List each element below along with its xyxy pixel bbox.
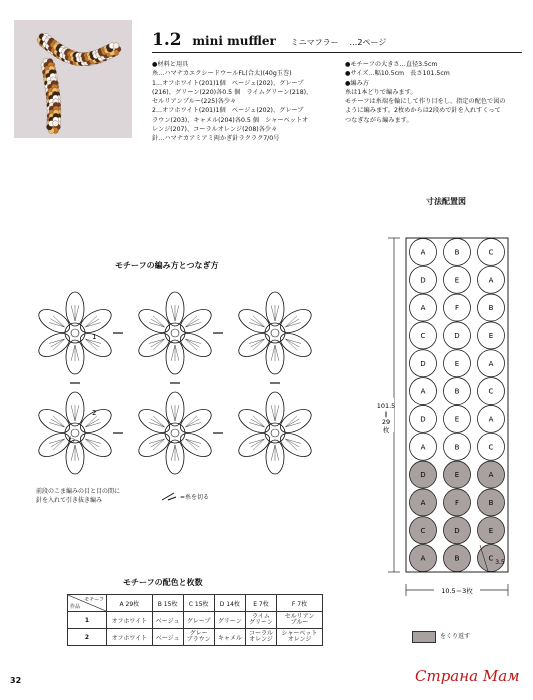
table-cell: キャメル bbox=[214, 629, 245, 646]
title-jp: ミニマフラー bbox=[290, 38, 339, 47]
motif-diagram bbox=[30, 285, 320, 485]
table-row bbox=[68, 595, 323, 612]
layout-motif-letter: D bbox=[454, 526, 460, 535]
table-row bbox=[68, 612, 323, 629]
specs-line: モチーフは糸端を輪にして作り目をし、指定の配色で図の bbox=[345, 98, 506, 106]
layout-motif-letter: A bbox=[420, 304, 426, 313]
table-cell: ベージュ bbox=[152, 612, 183, 629]
table-row-label: 1 bbox=[68, 612, 107, 629]
layout-motif-letter: F bbox=[454, 498, 460, 507]
materials-line: 針…ハマナカアミアミ両かぎ針ラクラク7/0号 bbox=[152, 135, 280, 143]
layout-motif-letter: A bbox=[488, 415, 494, 424]
layout-motif-letter: A bbox=[420, 443, 426, 452]
layout-motif-letter: D bbox=[454, 331, 460, 340]
layout-motif-letter: C bbox=[488, 554, 494, 563]
crochet-motif bbox=[35, 292, 115, 374]
crochet-motif bbox=[235, 392, 315, 474]
table-row-label: 2 bbox=[68, 629, 107, 646]
title-rule bbox=[152, 52, 522, 53]
motif-label-1: 1 bbox=[92, 333, 97, 341]
materials-line: 2…オフホワイト(201)1個 ベージュ(202)、グレーブ bbox=[152, 107, 304, 115]
table-header-cell: D 14枚 bbox=[214, 595, 245, 612]
table-cell: セルリアン ブルー bbox=[276, 612, 322, 629]
layout-motif-letter: B bbox=[454, 443, 460, 452]
layout-motif-letter: F bbox=[454, 304, 460, 313]
layout-motif-letter: A bbox=[420, 498, 426, 507]
layout-motif-letter: E bbox=[454, 471, 460, 480]
layout-motif-letter: C bbox=[488, 443, 494, 452]
height-value: 101.5 bbox=[376, 402, 396, 410]
layout-motif-letter: D bbox=[420, 276, 426, 285]
repeat-legend-swatch bbox=[412, 631, 436, 643]
table-header-cell: C 15枚 bbox=[183, 595, 214, 612]
layout-motif-letter: C bbox=[420, 331, 426, 340]
layout-motif-letter: C bbox=[488, 248, 494, 257]
table-cell: オフホワイト bbox=[107, 612, 153, 629]
materials-line: セルリアンブルー(225)各少々 bbox=[152, 98, 237, 106]
corner-top-label: モチーフ bbox=[84, 597, 104, 603]
layout-motif-letter: A bbox=[488, 359, 494, 368]
motif-label-2: 2 bbox=[92, 409, 97, 417]
layout-motif-letter: D bbox=[420, 359, 426, 368]
title-en: mini muffler bbox=[192, 34, 276, 48]
crochet-motif bbox=[135, 292, 215, 374]
table-cell: グリーン bbox=[214, 612, 245, 629]
layout-motif-letter: E bbox=[454, 276, 460, 285]
layout-motif-letter: A bbox=[420, 554, 426, 563]
specs-line: 糸は1本どりで編みます。 bbox=[345, 88, 417, 96]
table-corner bbox=[68, 595, 107, 612]
materials-line: 糸…ハマナカエクシードウールFL(合太)(40g玉巻) bbox=[152, 70, 292, 78]
materials-heading: ●材料と用具 bbox=[152, 61, 189, 68]
watermark: Страна Мам bbox=[415, 667, 520, 685]
table-row bbox=[68, 629, 323, 646]
table-header-cell: B 15枚 bbox=[152, 595, 183, 612]
layout-motif-letter: A bbox=[420, 387, 426, 396]
scarf-motif-dot bbox=[113, 43, 119, 49]
layout-motif-letter: B bbox=[454, 554, 460, 563]
layout-motif-letter: C bbox=[420, 526, 426, 535]
table-cell: オフホワイト bbox=[107, 629, 153, 646]
layout-motif-letter: A bbox=[420, 248, 426, 257]
crochet-motif bbox=[35, 392, 115, 474]
table-header-cell: A 29枚 bbox=[107, 595, 153, 612]
layout-motif-letter: E bbox=[488, 331, 494, 340]
specs-line: つなぎながら編みます。 bbox=[345, 116, 413, 124]
layout-section-title: 寸法配置図 bbox=[426, 197, 466, 206]
height-eq: ∥ bbox=[384, 411, 388, 418]
crochet-motif bbox=[135, 392, 215, 474]
height-unit: 枚 bbox=[382, 426, 390, 434]
title-number: 1.2 bbox=[152, 30, 182, 50]
specs-line: ●モチーフの大きさ…直径3.5cm bbox=[345, 61, 438, 68]
page-reference: …2ページ bbox=[349, 38, 387, 47]
cut-yarn-label: =糸を切る bbox=[180, 494, 210, 501]
layout-motif-letter: A bbox=[488, 276, 494, 285]
layout-motif-letter: D bbox=[420, 415, 426, 424]
layout-diagram bbox=[370, 230, 520, 610]
color-table-title: モチーフの配色と枚数 bbox=[123, 578, 203, 587]
materials-line: ラウン(203)、キャメル(204)各0.5 個 シャーベットオ bbox=[152, 116, 309, 124]
layout-motif-letter: B bbox=[454, 387, 460, 396]
layout-motif-letter: C bbox=[488, 387, 494, 396]
table-cell: ライム グリーン bbox=[245, 612, 276, 629]
layout-motif-letter: E bbox=[454, 359, 460, 368]
table-cell: グレー ブラウン bbox=[183, 629, 214, 646]
table-header-cell: F 7枚 bbox=[276, 595, 322, 612]
table-cell: コーラル オレンジ bbox=[245, 629, 276, 646]
height-count: 29 bbox=[381, 418, 391, 426]
corner-bottom-label: 作品 bbox=[70, 604, 81, 610]
table-cell: シャーベット オレンジ bbox=[276, 629, 322, 646]
layout-motif-letter: E bbox=[454, 415, 460, 424]
materials-block bbox=[152, 60, 312, 144]
motif-section-title: モチーフの編み方とつなぎ方 bbox=[115, 261, 219, 270]
materials-line: 1…オフホワイト(201)1個 ベージュ(202)、グレープ bbox=[152, 79, 304, 87]
join-note-line: 前段のこま編みの目と目の間に bbox=[36, 488, 121, 495]
join-note bbox=[36, 487, 120, 505]
layout-motif-letter: D bbox=[420, 471, 426, 480]
width-label: 10.5＝3枚 bbox=[441, 587, 473, 595]
page-title bbox=[152, 30, 386, 50]
table-cell: グレープ bbox=[183, 612, 214, 629]
materials-line: (216)、グリーン(220)各0.5 個 ライムグリーン(218)、 bbox=[152, 88, 313, 96]
scarf-photo bbox=[14, 20, 132, 138]
motif-label-wa: わ bbox=[68, 436, 75, 444]
scarf-motif-dot bbox=[52, 121, 58, 127]
layout-motif-letter: B bbox=[488, 304, 494, 313]
specs-line: ●サイズ…幅10.5cm 長さ101.5cm bbox=[345, 70, 450, 78]
materials-line: レンジ(207)、コーラルオレンジ(208)各少々 bbox=[152, 126, 278, 134]
layout-motif-letter: A bbox=[488, 471, 494, 480]
layout-motif-letter: E bbox=[488, 526, 494, 535]
layout-motif-letter: B bbox=[488, 498, 494, 507]
specs-line: ように編みます。2枚めからは2段めで針を入れすくって bbox=[345, 107, 501, 115]
specs-block bbox=[345, 60, 506, 125]
specs-line: ●編み方 bbox=[345, 79, 369, 87]
join-note-line: 針を入れて引き抜き編み bbox=[36, 497, 103, 504]
color-table bbox=[67, 594, 323, 646]
crochet-motif bbox=[235, 292, 315, 374]
motif-size-label: 3.5 bbox=[495, 559, 505, 567]
layout-motif-letter: B bbox=[454, 248, 460, 257]
table-header-cell: E 7枚 bbox=[245, 595, 276, 612]
table-cell: ベージュ bbox=[152, 629, 183, 646]
scarf-illustration bbox=[14, 20, 132, 138]
repeat-legend-label: をくり返す bbox=[440, 633, 471, 640]
cut-yarn-icon bbox=[160, 490, 180, 502]
page-number: 32 bbox=[10, 676, 22, 685]
